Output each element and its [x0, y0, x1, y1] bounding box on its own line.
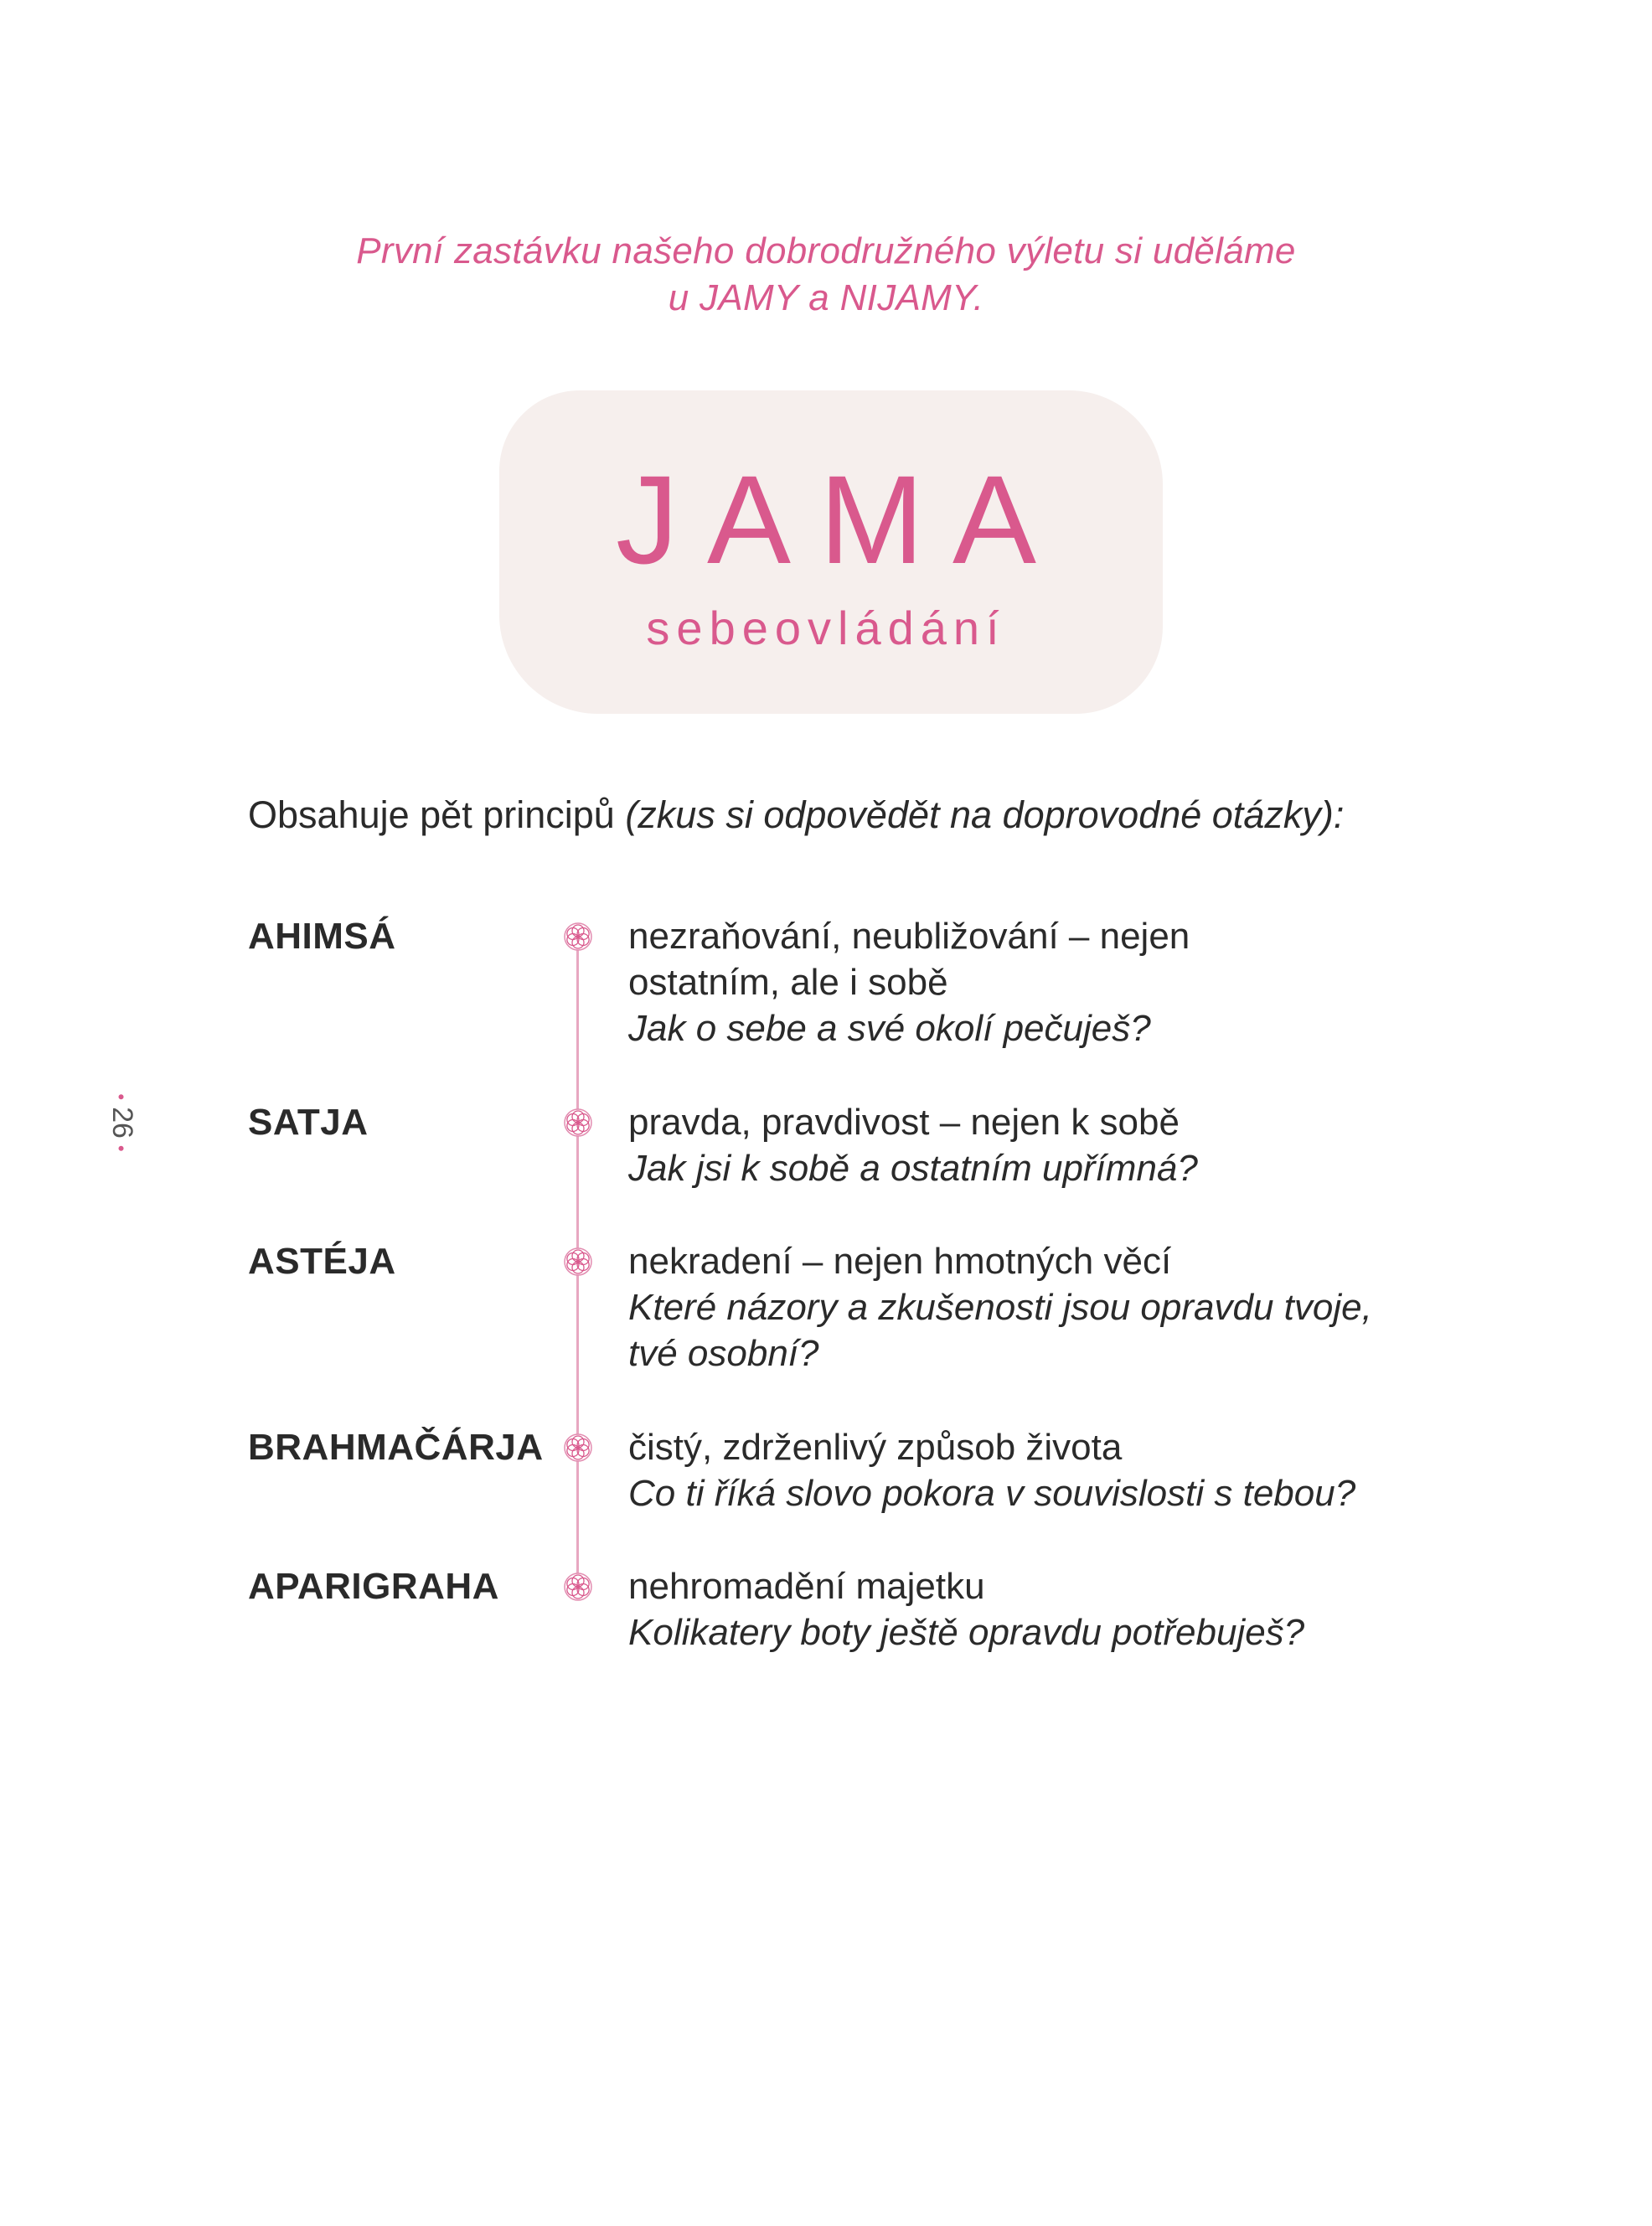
page-number-value: 26	[106, 1107, 138, 1139]
intro-line-2: u JAMY a NIJAMY.	[668, 277, 984, 318]
principle-question: Které názory a zkušenosti jsou opravdu tvoje, tvé osobní?	[628, 1287, 1372, 1374]
lead-italic-text: (zkus si odpovědět na doprovodné otázky):	[625, 793, 1345, 836]
principle-name: BRAHMAČÁRJA	[248, 1427, 544, 1468]
flower-of-life-icon	[563, 1108, 593, 1138]
principle-question: Co ti říká slovo pokora v souvislosti s tebou?	[628, 1473, 1356, 1514]
principle-question: Kolikatery boty ještě opravdu potřebuješ?	[628, 1612, 1305, 1653]
principle-question: Jak jsi k sobě a ostatním upřímná?	[628, 1148, 1198, 1189]
intro-text	[0, 228, 1652, 322]
principle-meaning: pravda, pravdivost – nejen k sobě	[628, 1102, 1180, 1143]
principle-meaning: čistý, zdrženlivý způsob života	[628, 1427, 1123, 1468]
principle-name: APARIGRAHA	[248, 1566, 499, 1607]
principle-meaning: nehromadění majetku	[628, 1566, 985, 1607]
page-title: JAMA	[615, 449, 1066, 590]
principle-meaning: nezraňování, neubližování – nejen ostatním, ale i sobě	[628, 916, 1190, 1003]
intro-line-1: První zastávku našeho dobrodružného výletu si uděláme	[356, 230, 1296, 271]
principle-name: ASTÉJA	[248, 1241, 396, 1282]
lead-text: Obsahuje pět principů	[248, 793, 615, 836]
page-number-dot-right: •	[110, 1144, 132, 1152]
page-number-dot-left: •	[110, 1093, 132, 1101]
flower-of-life-icon	[563, 1433, 593, 1463]
lead-paragraph	[248, 792, 1344, 839]
principle-name: AHIMSÁ	[248, 916, 396, 957]
page-subtitle: sebeovládání	[646, 602, 1006, 654]
flower-of-life-icon	[563, 1247, 593, 1277]
flower-of-life-icon	[563, 922, 593, 952]
flower-of-life-icon	[563, 1572, 593, 1602]
principle-name: SATJA	[248, 1102, 369, 1143]
principle-meaning: nekradení – nejen hmotných věcí	[628, 1241, 1172, 1282]
principle-question: Jak o sebe a své okolí pečuješ?	[628, 1008, 1151, 1049]
